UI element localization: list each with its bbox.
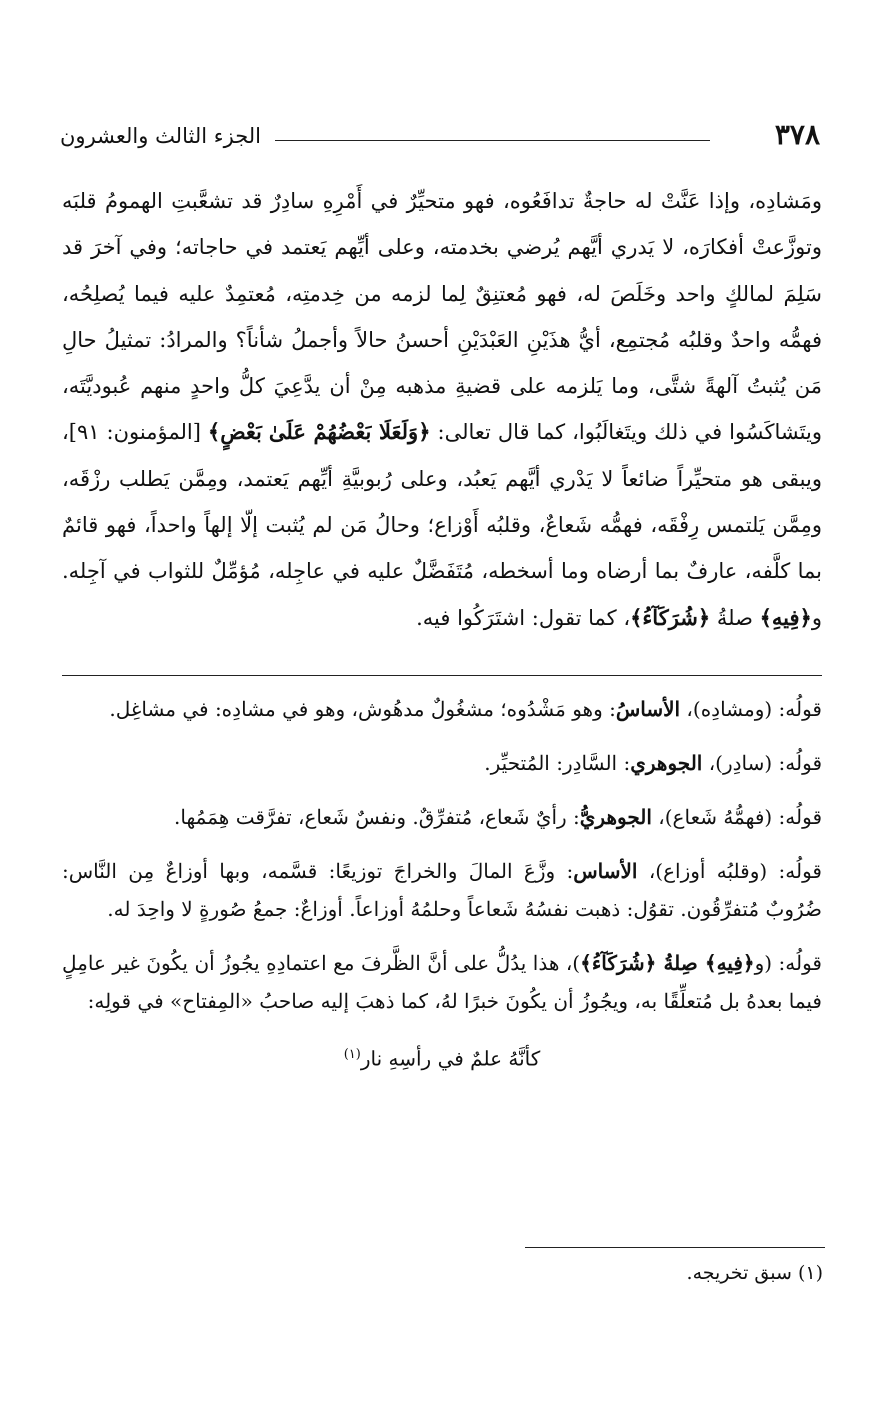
footnote: (١) سبق تخريجه. — [686, 1262, 823, 1284]
source-name: الأساس — [573, 859, 638, 883]
commentary-entry — [62, 690, 822, 728]
quran-quote: ﴿فِيهِ﴾ — [704, 951, 755, 975]
main-text-line: عاجِله، مُؤمِّلٌ للثواب في آجِله. و — [62, 559, 822, 630]
header-rule — [275, 140, 710, 141]
quran-quote: ﴿فِيهِ﴾ — [759, 604, 812, 630]
commentary-text: )، هذا يدُلُّ على أنَّ الظَّرفَ مع اعتمادِهِ يجُوزُ أن يكُونَ غير عامِلٍ فيما بعدهُ بل مُتعلِّقًا به، ويجُوزُ أن يكُونَ خبرًا لهُ، كما ذهبَ إليه صاحبُ «المِفتاح» في قولِه: — [62, 951, 822, 1013]
footnote-rule — [525, 1247, 825, 1248]
quran-quote: بَعْضٍ﴾ — [207, 419, 262, 445]
commentary-entry — [62, 744, 822, 782]
source-name: الجوهريُّ — [579, 805, 652, 829]
quran-quote: ﴿شُرَكَآءُ﴾ — [630, 604, 711, 630]
section-divider — [62, 675, 822, 676]
main-text — [62, 178, 822, 641]
main-text-line: والمرادُ: تمثيلُ حالِ مَن يُثبتُ آلهةً شتَّى، وما يَلزمه على قضيةِ مذهبه مِنْ أن يدَّعِيَ كلُّ — [62, 327, 823, 399]
commentary-entry — [62, 798, 822, 836]
running-title: الجزء الثالث والعشرون — [60, 124, 261, 148]
quran-quote: ﴿شُرَكَآءُ﴾ — [580, 951, 657, 975]
poetry-verse — [62, 1036, 822, 1078]
main-text-line: ومَشادِه، وإذا عَنَّتْ له حاجةٌ تدافَعُوه، فهو متحيِّرٌ في أَمْرِهِ سادِرٌ قد تشعَّبتِ الهمومُ — [104, 189, 822, 213]
main-text-line: يَعتمد، ومِمَّن يَطلب رزْقَه، ومِمَّن يَلتمس رِفْقَه، فهمُّه شَعاعٌ، وقلبُه أَوْزاع؛ وحالُ مَن لم — [62, 466, 822, 538]
footnote-reference: (١) — [343, 1047, 361, 1062]
source-name: الجوهري — [630, 751, 703, 775]
main-text-line: فيما يُصلِحُه، فهمُّه واحدٌ وقلبُه مُجتمِع، أيُّ هذَيْنِ العَبْدَيْنِ أحسنُ حالاً وأجملُ شأناً؟ — [62, 281, 822, 352]
commentary-text: : السَّادِر: المُتحيِّر. — [484, 751, 631, 775]
verse-text: كأنَّهُ علمٌ في رأسِهِ نار — [360, 1046, 541, 1071]
commentary-lemma: قولُه: (فهمُّهُ شَعاع)، — [651, 805, 822, 829]
main-text-line: ، كما تقول: اشتَرَكُوا فيه. — [416, 605, 631, 630]
commentary-text: : وزَّعَ المالَ والخراجَ توزيعًا: قسَّمه، وبها أوزاعٌ مِن النَّاس: ضُرُوبٌ مُتفرِّقُون. تقوُل: ذهبت نفسُهُ شَعاعاً وحلمُهُ أوزاعاً. أوزاعٌ: جمعُ صُورةٍ لا واحِدَ له. — [62, 859, 822, 921]
main-text-line: صلةُ — [710, 605, 760, 630]
main-text-line: وفي آخرَ قد سَلِمَ لمالكٍ واحد وخَلَصَ له، فهو مُعتنِقٌ لِما لزمه من خِدمتِه، مُعتمِدٌ عليه — [62, 235, 822, 306]
source-name: الأساسُ — [615, 697, 681, 721]
main-text-line: واحدٍ منهم عُبوديَّتَه، ويتَشاكَسُوا في ذلك ويتَغالَبُوا، كما قال تعالى: — [62, 374, 822, 445]
commentary-lemma: قولُه: (و — [754, 951, 822, 975]
commentary-lemma: قولُه: (وقلبُه أوزاع)، — [637, 859, 822, 883]
main-text-line: قلبَه وتوزَّعتْ أفكارَه، لا يَدري أيَّهم يُرضي بخدمته، وعلى أيِّهم يَعتمد في حاجاته؛ — [62, 189, 822, 260]
commentary — [62, 690, 822, 1094]
commentary-entry — [62, 944, 822, 1020]
commentary-text: صِلةُ — [656, 951, 705, 975]
commentary-entry — [62, 852, 822, 928]
page-number: ٣٧٨ — [774, 118, 820, 151]
commentary-text: : رأيٌ شَعاع، مُتفرِّقٌ. ونفسٌ شَعاع، تفرَّقت هِمَمُها. — [174, 805, 580, 829]
commentary-lemma: قولُه: (سادِر)، — [702, 751, 822, 775]
quran-quote: ﴿وَلَعَلَا بَعْضُهُمْ عَلَىٰ — [268, 419, 431, 445]
commentary-lemma: قولُه: (ومشادِه)، — [680, 697, 822, 721]
main-text-line: يُثبت إلّا إلهاً واحداً، فهو قائمٌ بما كلَّفه، عارفٌ بما أرضاه وما أسخطه، مُتَفَضَّلٌ عليه في — [62, 513, 823, 584]
page-header — [60, 118, 820, 160]
main-text-line: [المؤمنون: ٩١]، ويبقى هو متحيِّراً ضائعاً لا يَدْري أيَّهم يَعبُد، وعلى رُبوبيَّةِ أيِّهم — [62, 420, 822, 491]
main-paragraph — [62, 178, 822, 641]
commentary-text: : وهو مَشْدُوه؛ مشغُولٌ مدهُوش، وهو في مشادِه: في مشاغِل. — [109, 697, 616, 721]
